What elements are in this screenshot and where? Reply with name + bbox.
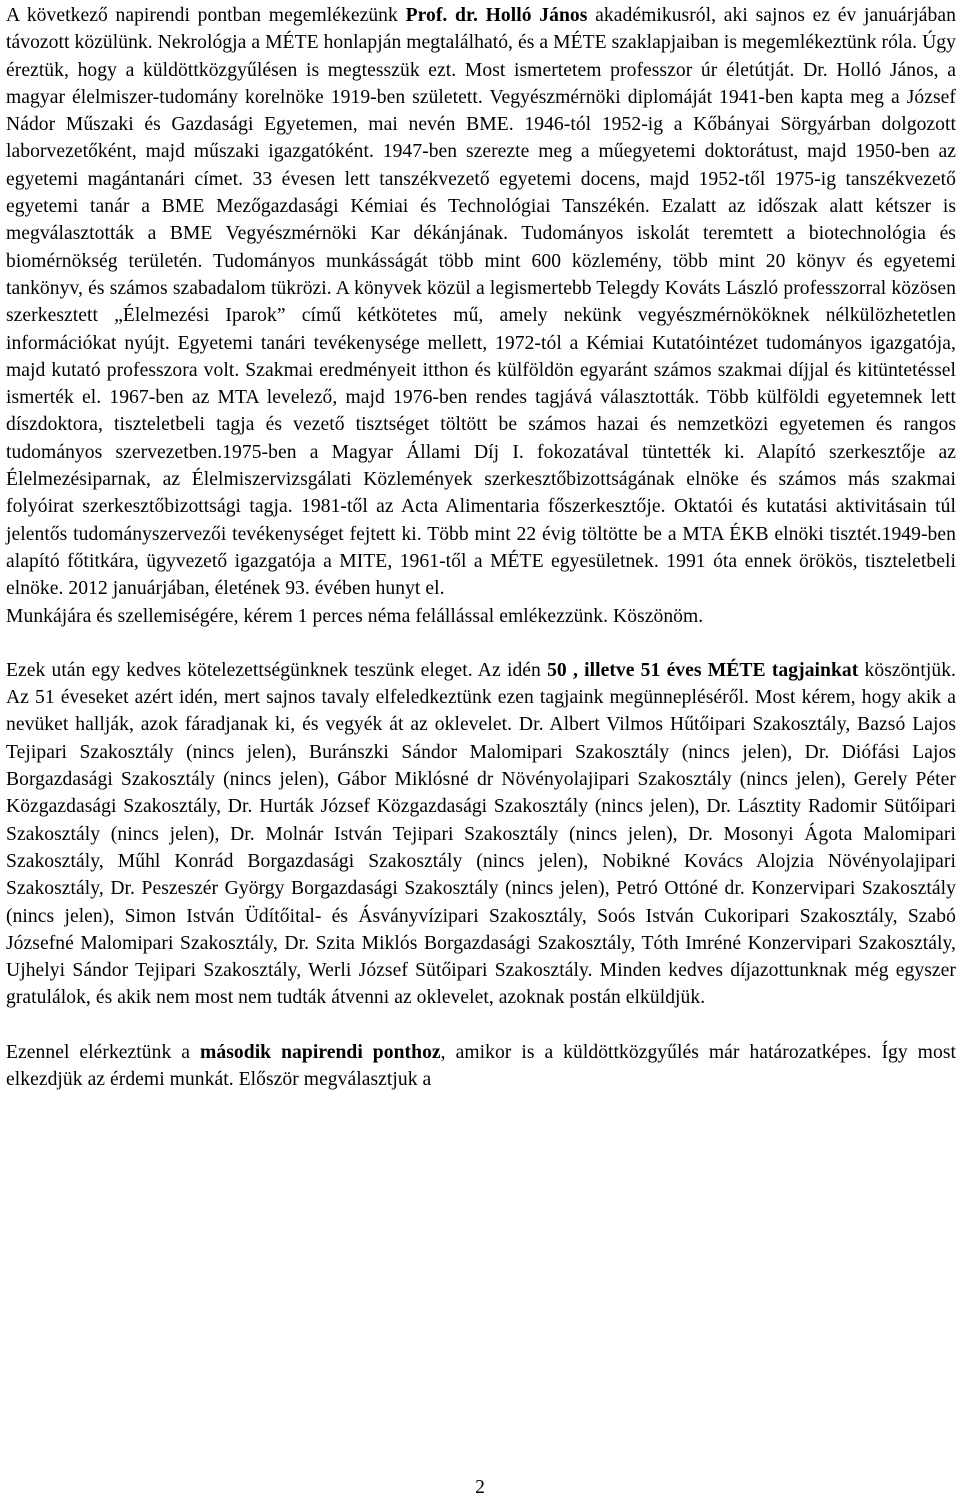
paragraph-second-agenda xyxy=(6,1039,956,1094)
agenda-highlight: második napirendi ponthoz xyxy=(200,1041,441,1063)
page-number: 2 xyxy=(475,1477,485,1498)
awardees-highlight: 50 , illetve 51 éves MÉTE tagjainkat xyxy=(547,659,859,681)
paragraph-commemoration xyxy=(6,0,956,630)
closing-sentence: Munkájára és szellemiségére, kérem 1 perces néma felállással emlékezzünk. Köszönöm. xyxy=(6,605,704,627)
text-span: A következő napirendi pontban megemlékezünk xyxy=(6,5,406,26)
document-page xyxy=(6,0,956,1093)
text-span: , amikor is a küldöttközgyűlés már határozatképes. Így most elkezdjük az érdemi munkát. Először megválasztjuk a xyxy=(6,1041,956,1090)
text-span: Ezek után egy kedves kötelezettségünknek teszünk eleget. Az idén xyxy=(6,659,548,681)
honoree-name: Prof. dr. Holló János xyxy=(405,5,588,26)
text-span: Ezennel elérkeztünk a xyxy=(6,1041,200,1063)
text-span: akadémikusról, aki sajnos ez év januárjában távozott közülünk. Nekrológja a MÉTE honlapján megtalálható, és a MÉTE szaklapjaiban is megemlékeztünk róla. Úgy éreztük, hogy a küldöttközgyűlésen is megtesszük ezt. Most ismertetem professzor úr életútját. Dr. Holló János, a magyar élelmiszer-tudomány korelnöke 1919-ben született. Vegyészmérnöki diplomáját 1941-ben kapta meg a József Nádor Műszaki és Gazdasági Egyetemen, mai nevén BME. 1946-tól 1952-ig a Kőbányai Sörgyárban dolgozott laborvezetőként, majd műszaki igazgatóként. 1947-ben szerezte meg a műegyetemi doktorátust, majd 1950-ben az egyetemi magántanári címet. 33 évesen lett tanszékvezető egyetemi docens, majd 1952-től 1975-ig tanszékvezető egyetemi tanár a BME Mezőgazdasági Kémiai és Technológiai Tanszékén. Ezalatt az időszak alatt kétszer is megválasztották a BME Vegyészmérnöki Kar dékánjának. Tudományos iskolát teremtett a biotechnológia és biomérnökség területén. Tudományos munkásságát több mint 600 közlemény, több mint 20 könyv és egyetemi tankönyv, és számos szabadalom tükrözi. A könyvek közül a legismertebb Telegdy Kováts László professzorral közösen szerkesztett „Élelmezési Iparok” című kétkötetes mű, amely nekünk vegyészmérnököknek nélkülözhetetlen információkat nyújt. Egyetemi tanári tevékenysége mellett, 1972-tól a Kémiai Kutatóintézet tudományos igazgatója, majd kutató professzora volt. Szakmai eredményeit itthon és külföldön egyaránt számos szakmai díjjal és kitüntetéssel ismerték el. 1967-ben az MTA levelező, majd 1976-ben rendes tagjává választották. Több külföldi egyetemnek lett díszdoktora, tiszteletbeli tagja és vezető tisztséget töltött be számos hazai és nemzetközi egyetemen és rangos tudományos szervezetben.1975-ben a Magyar Állami Díj I. fokozatával tüntették ki. Alapító szerkesztője az Élelmezésiparnak, az Élelmiszervizsgálati Közlemények szerkesztőbizottságának elnöke és számos más szakmai folyóirat szerkesztőbizottsági tagja. 1981-től az Acta Alimentaria főszerkesztője. Oktatói és kutatási aktivitásain túl jelentős tudományszervezői tevékenységet fejtett ki. Több mint 22 évig töltötte be a MTA ÉKB elnöki tisztét.1949-ben alapító főtitkára, ügyvezető igazgatója a MITE, 1961-től a MÉTE egyesületnek. 1991 óta ennek örökös, tiszteletbeli elnöke. 2012 januárjában, életének 93. évében hunyt el. xyxy=(6,5,956,600)
paragraph-member-awards xyxy=(6,657,956,1012)
text-span: köszöntjük. Az 51 éveseket azért idén, mert sajnos tavaly elfeledkeztünk ezen tagjaink megünnepléséről. Most kérem, hogy akik a nevüket hallják, azok fáradjanak ki, és vegyék át az oklevelet. Dr. Albert Vilmos Hűtőipari Szakosztály, Bazsó Lajos Tejipari Szakosztály (nincs jelen), Buránszki Sándor Malomipari Szakosztály (nincs jelen), Dr. Diófási Lajos Borgazdasági Szakosztály (nincs jelen), Gábor Miklósné dr Növényolajipari Szakosztály (nincs jelen), Gerely Péter Közgazdasági Szakosztály, Dr. Hurták József Közgazdasági Szakosztály (nincs jelen), Dr. Lásztity Radomir Sütőipari Szakosztály (nincs jelen), Dr. Molnár István Tejipari Szakosztály (nincs jelen), Dr. Mosonyi Ágota Malomipari Szakosztály, Műhl Konrád Borgazdasági Szakosztály (nincs jelen), Nobikné Kovács Alojzia Növényolajipari Szakosztály, Dr. Peszeszér György Borgazdasági Szakosztály (nincs jelen), Petró Ottóné dr. Konzervipari Szakosztály (nincs jelen), Simon István Üdítőital- és Ásványvízipari Szakosztály, Soós István Cukoripari Szakosztály, Szabó Józsefné Malomipari Szakosztály, Dr. Szita Miklós Borgazdasági Szakosztály, Tóth Imréné Konzervipari Szakosztály, Ujhelyi Sándor Tejipari Szakosztály, Werli József Sütőipari Szakosztály. Minden kedves díjazottunknak még egyszer gratulálok, és akik nem most nem tudták átvenni az oklevelet, azoknak postán elküldjük. xyxy=(6,659,956,1009)
